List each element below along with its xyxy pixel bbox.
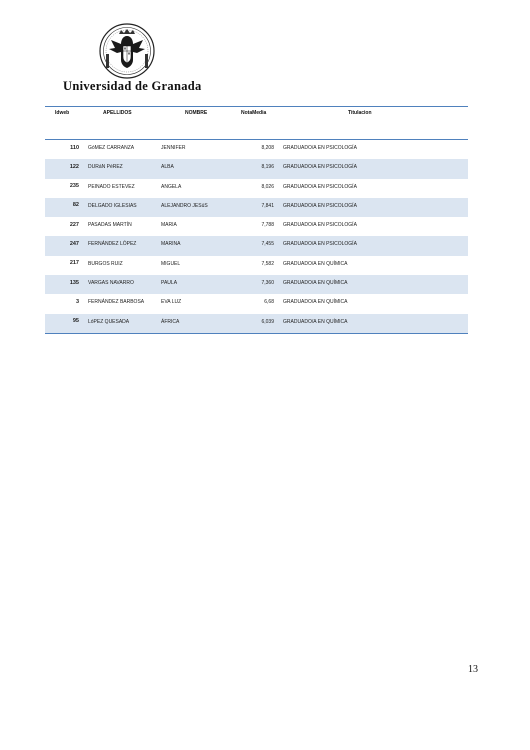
cell-apellidos: PEINADO ESTEVEZ [88, 183, 135, 190]
cell-titulacion: GRADUADO/A EN QUÍMICA [283, 260, 348, 267]
cell-titulacion: GRADUADO/A EN PSICOLOGÍA [283, 222, 357, 229]
cell-apellidos: VARGAS NAVARRO [88, 280, 134, 287]
cell-nota: 7,455 [261, 241, 274, 248]
cell-nota: 7,788 [261, 222, 274, 229]
cell-nombre: ANGELA [161, 183, 182, 190]
results-table [45, 106, 468, 334]
cell-apellidos: PASADAS MARTÍN [88, 222, 132, 229]
table-row [45, 275, 468, 294]
col-header-titulacion: Titulacion [348, 110, 372, 116]
university-name: Universidad de Granada [63, 79, 202, 93]
cell-nota: 6,039 [261, 318, 274, 325]
cell-nota: 6,68 [264, 299, 274, 306]
cell-idweb: 247 [69, 240, 79, 247]
cell-titulacion: GRADUADO/A EN QUÍMICA [283, 318, 348, 325]
table-row [45, 294, 468, 313]
table-bottom-rule [45, 333, 468, 334]
cell-titulacion: GRADUADO/A EN QUÍMICA [283, 280, 348, 287]
table-row [45, 159, 468, 178]
col-header-idweb: Idweb [55, 110, 70, 116]
cell-titulacion: GRADUADO/A EN PSICOLOGÍA [283, 164, 357, 171]
page-number: 13 [468, 664, 478, 675]
cell-nombre: JENNIFER [161, 145, 186, 151]
table-row [45, 179, 468, 198]
table-header [45, 106, 468, 140]
cell-apellidos: DURáN PéREZ [88, 164, 123, 171]
cell-idweb: 235 [69, 183, 79, 190]
table-row [45, 140, 468, 159]
table-row [45, 236, 468, 255]
cell-idweb: 110 [70, 144, 79, 151]
cell-apellidos: GóMEZ CARRANZA [88, 145, 135, 151]
cell-nota: 8,196 [261, 164, 274, 171]
cell-nota: 7,582 [261, 260, 274, 267]
cell-idweb: 3 [75, 298, 79, 305]
cell-titulacion: GRADUADO/A EN PSICOLOGÍA [283, 202, 357, 209]
cell-idweb: 227 [69, 221, 79, 228]
cell-apellidos: BURGOS RUIZ [88, 260, 123, 267]
cell-apellidos: FERNÁNDEZ BARBOSA [88, 299, 145, 306]
cell-apellidos: DELGADO IGLESIAS [88, 202, 137, 209]
cell-nombre: ALEJANDRO JESúS [161, 202, 208, 209]
cell-nombre: PAULA [161, 280, 178, 287]
cell-nota: 8,208 [261, 145, 274, 151]
university-crest-logo [97, 22, 157, 80]
cell-nombre: ALBA [161, 164, 174, 171]
table-row [45, 256, 468, 275]
cell-apellidos: LóPEZ QUESADA [88, 318, 130, 325]
cell-idweb: 217 [69, 260, 79, 267]
col-header-notamedia: NotaMedia [241, 110, 267, 116]
cell-nombre: MIGUEL [161, 260, 181, 267]
table-row [45, 217, 468, 236]
table-row [45, 314, 468, 333]
table-row [45, 198, 468, 217]
cell-titulacion: GRADUADO/A EN PSICOLOGÍA [283, 241, 357, 248]
cell-nota: 7,360 [261, 280, 274, 287]
cell-nombre: ÁFRICA [161, 318, 180, 325]
col-header-apellidos: APELLIDOS [103, 110, 132, 116]
cell-nombre: MARINA [161, 241, 181, 248]
cell-apellidos: FERNÁNDEZ LÓPEZ [88, 241, 137, 248]
cell-idweb: 135 [69, 279, 79, 286]
cell-nombre: EVA LUZ [161, 299, 182, 306]
cell-titulacion: GRADUADO/A EN PSICOLOGÍA [283, 145, 357, 151]
cell-titulacion: GRADUADO/A EN QUÍMICA [283, 299, 348, 306]
cell-idweb: 122 [69, 163, 79, 170]
cell-nota: 8,026 [261, 183, 274, 190]
cell-nota: 7,841 [261, 202, 274, 209]
cell-titulacion: GRADUADO/A EN PSICOLOGÍA [283, 183, 357, 190]
col-header-nombre: NOMBRE [185, 110, 208, 116]
cell-idweb: 95 [72, 318, 79, 325]
cell-nombre: MARIA [161, 222, 177, 229]
cell-idweb: 82 [72, 202, 79, 209]
